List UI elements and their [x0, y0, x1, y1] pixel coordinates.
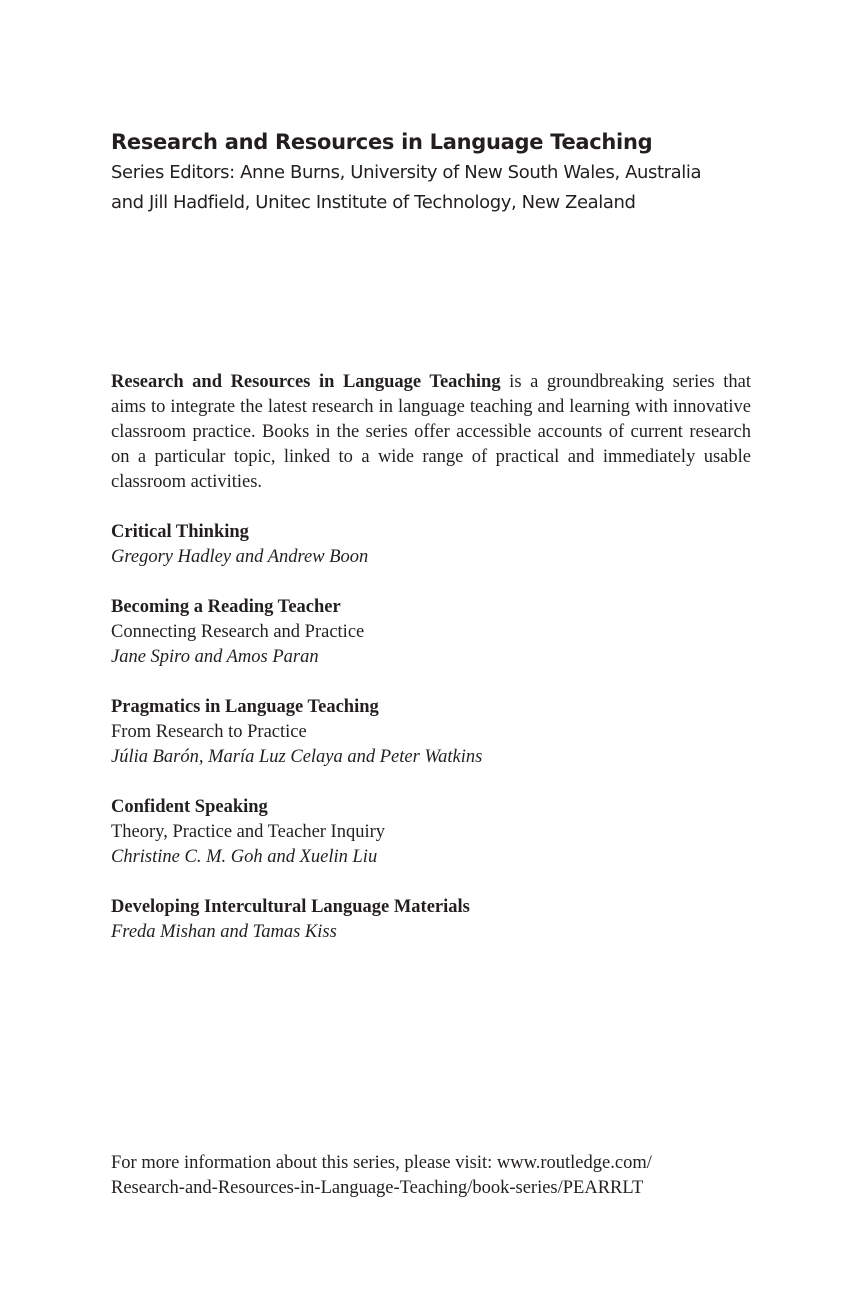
book-title: Pragmatics in Language Teaching — [111, 697, 379, 717]
book-authors: Freda Mishan and Tamas Kiss — [111, 922, 337, 942]
series-info-note — [111, 1151, 771, 1201]
book-title: Critical Thinking — [111, 522, 249, 542]
book-entry-pragmatics-in-language-teaching — [111, 695, 791, 770]
book-subtitle: From Research to Practice — [111, 722, 307, 742]
series-info-url-line: Research-and-Resources-in-Language-Teaching/book-series/PEARRLT — [111, 1178, 644, 1198]
book-subtitle: Theory, Practice and Teacher Inquiry — [111, 822, 386, 842]
series-description-lead: Research and Resources in Language Teaching — [111, 372, 501, 392]
series-editors-line-1: Series Editors: Anne Burns, University of New South Wales, Australia — [111, 162, 702, 183]
series-info-line-1: For more information about this series, please visit: www.routledge.com/ — [111, 1153, 652, 1173]
book-list — [111, 520, 791, 970]
book-authors: Gregory Hadley and Andrew Boon — [111, 547, 369, 567]
book-authors: Jane Spiro and Amos Paran — [111, 647, 319, 667]
series-header — [111, 126, 791, 218]
series-description-text: is a groundbreaking series that aims to integrate the latest research in language teaching and learning with innovative classroom practice. Books in the series offer accessible accounts of current research on a particular topic, linked to a wide range of practical and immediately usable classroom activities. — [111, 372, 752, 492]
series-title: Research and Resources in Language Teaching — [111, 130, 653, 154]
book-entry-becoming-a-reading-teacher — [111, 595, 791, 670]
book-authors: Christine C. M. Goh and Xuelin Liu — [111, 847, 378, 867]
book-authors: Júlia Barón, María Luz Celaya and Peter Watkins — [111, 747, 483, 767]
series-description — [111, 370, 751, 495]
book-title: Developing Intercultural Language Materials — [111, 897, 470, 917]
book-title: Becoming a Reading Teacher — [111, 597, 341, 617]
book-subtitle: Connecting Research and Practice — [111, 622, 365, 642]
series-editors-line-2: and Jill Hadfield, Unitec Institute of Technology, New Zealand — [111, 192, 636, 213]
book-entry-critical-thinking — [111, 520, 791, 570]
book-title: Confident Speaking — [111, 797, 268, 817]
book-entry-confident-speaking — [111, 795, 791, 870]
book-entry-developing-intercultural-language-materials — [111, 895, 791, 945]
